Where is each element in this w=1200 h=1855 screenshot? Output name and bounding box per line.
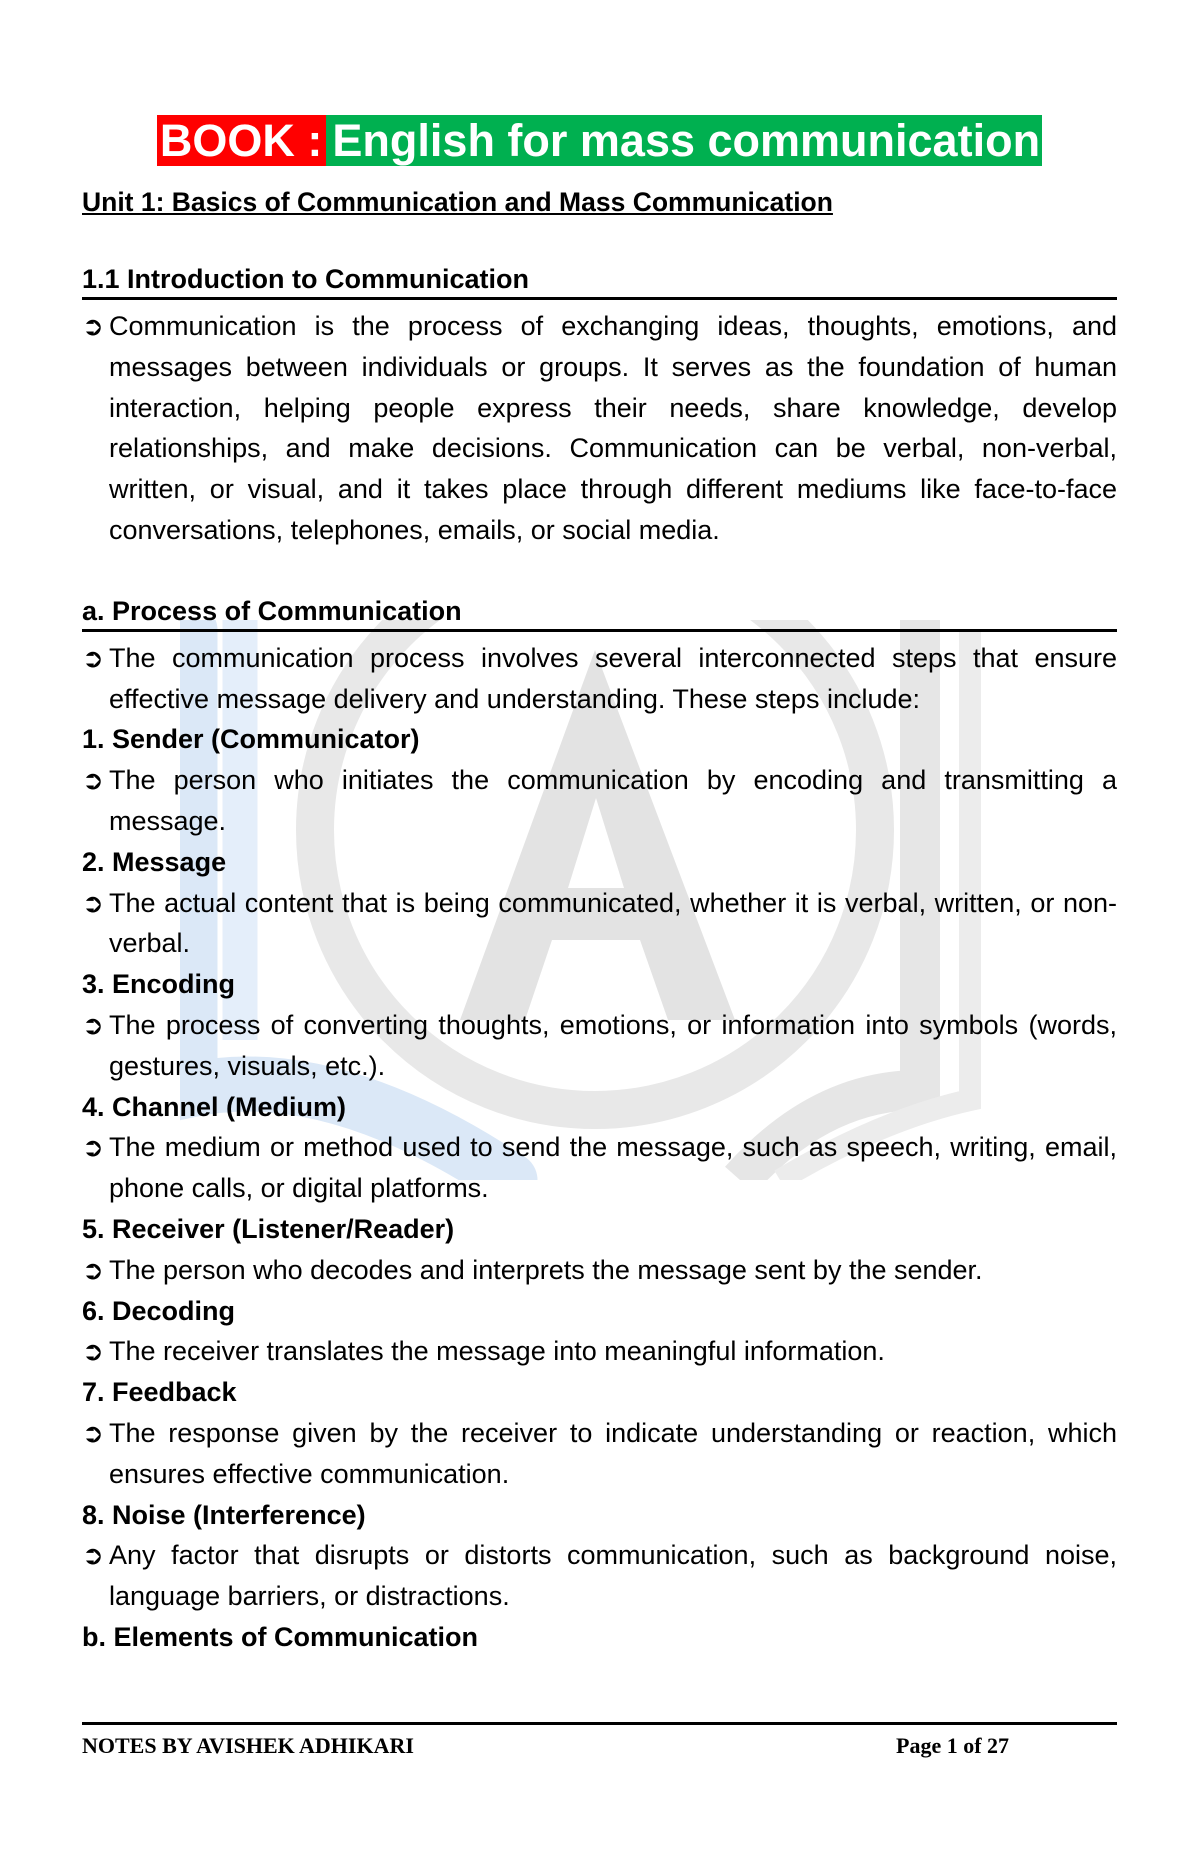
page-footer [82,1722,1117,1758]
process-text: The communication process involves several interconnected steps that ensure effective message delivery and understanding. These steps include: [109,642,1117,714]
process-steps [82,719,1117,1617]
step-paragraph [82,883,1117,965]
arrow-bullet-icon: ➲ [82,887,104,918]
step-heading: 1. Sender (Communicator) [82,724,420,755]
step-heading: 8. Noise (Interference) [82,1499,366,1530]
arrow-bullet-icon: ➲ [82,765,104,796]
section-heading-elements: b. Elements of Communication [82,1621,479,1652]
section-heading-process: a. Process of Communication [82,593,1117,632]
unit-heading: Unit 1: Basics of Communication and Mass Communication [82,187,833,217]
step-paragraph [82,1005,1117,1087]
book-title-prefix: BOOK : [157,115,327,166]
step-text: The actual content that is being communicated, whether it is verbal, written, or non-verbal. [109,887,1117,959]
section-heading-intro: 1.1 Introduction to Communication [82,261,1117,300]
step-heading: 4. Channel (Medium) [82,1091,347,1122]
step-text: The response given by the receiver to indicate understanding or reaction, which ensures effective communication. [109,1417,1117,1489]
arrow-bullet-icon: ➲ [82,311,104,341]
step-text: Any factor that disrupts or distorts communication, such as background noise, language barriers, or distractions. [109,1540,1117,1612]
step-text: The receiver translates the message into meaningful information. [109,1336,885,1367]
arrow-bullet-icon: ➲ [82,642,104,673]
page-content [82,108,1117,1658]
step-paragraph [82,1250,1117,1291]
footer-page-number: Page 1 of 27 [896,1733,1010,1758]
step-paragraph [82,1127,1117,1209]
arrow-bullet-icon: ➲ [82,1417,104,1448]
arrow-bullet-icon: ➲ [82,1254,104,1285]
step-text: The medium or method used to send the message, such as speech, writing, email, phone calls, or digital platforms. [109,1132,1117,1204]
step-heading: 3. Encoding [82,969,236,1000]
footer-author: NOTES BY AVISHEK ADHIKARI [82,1733,414,1758]
step-text: The person who initiates the communication by encoding and transmitting a message. [109,765,1117,836]
intro-paragraph [82,306,1117,551]
book-title [82,108,1117,174]
arrow-bullet-icon: ➲ [82,1009,104,1040]
process-paragraph [82,638,1117,720]
step-heading: 6. Decoding [82,1295,236,1326]
step-text: The person who decodes and interprets the message sent by the sender. [109,1254,983,1285]
book-title-main: English for mass communication [326,115,1042,166]
step-paragraph [82,760,1117,842]
arrow-bullet-icon: ➲ [82,1336,104,1367]
step-heading: 5. Receiver (Listener/Reader) [82,1213,455,1244]
step-paragraph [82,1331,1117,1372]
step-paragraph [82,1535,1117,1617]
intro-text: Communication is the process of exchanging ideas, thoughts, emotions, and messages between individuals or groups. It serves as the foundation of human interaction, helping people express their needs, share knowledge, develop relationships, and make decisions. Communication can be verbal, non-verbal, written, or visual, and it takes place through different mediums like face-to-face conversations, telephones, emails, or social media. [109,311,1117,545]
arrow-bullet-icon: ➲ [82,1132,104,1163]
step-heading: 2. Message [82,846,227,877]
step-text: The process of converting thoughts, emotions, or information into symbols (words, gestures, visuals, etc.). [109,1009,1117,1081]
step-heading: 7. Feedback [82,1377,237,1408]
step-paragraph [82,1413,1117,1495]
arrow-bullet-icon: ➲ [82,1540,104,1571]
